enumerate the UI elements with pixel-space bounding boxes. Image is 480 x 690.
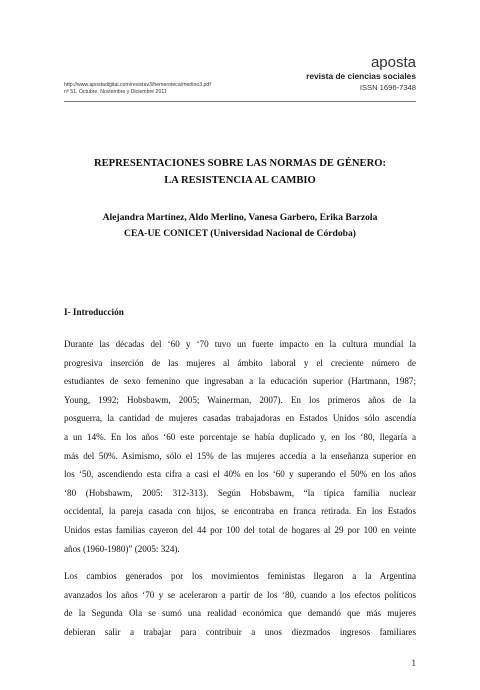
journal-issn: ISSN 1696-7348 xyxy=(359,83,416,92)
paper-title-line-1: REPRESENTACIONES SOBRE LAS NORMAS DE GÉNERO: xyxy=(93,158,387,169)
text-line: occidental, la pareja casada con hijos, se encontraba en franca retirada. En los Estados xyxy=(64,506,416,517)
text-line: estudiantes de sexo femenino que ingresaban a la educación superior (Hartmann, 1987; xyxy=(64,376,416,387)
text-line: años (1960-1980)” (2005: 324). xyxy=(64,543,180,554)
journal-branding xyxy=(306,54,416,93)
header-url[interactable]: http://www.apostadigital.com/revistav3/hemeroteca/merlino3.pdf xyxy=(64,82,211,88)
text-line: ‘80 (Hobsbawm, 2005: 312-313). Según Hobsbawm, “la típica familia nuclear xyxy=(64,487,416,498)
text-line: los ‘50, ascendiendo esta cifra a casi el 40% en los ‘60 y superando el 50% en los años xyxy=(64,469,416,480)
text-line: más del 50%. Asimismo, sólo el 15% de las mujeres accedía a la enseñanza superior en xyxy=(64,450,416,461)
header-divider xyxy=(64,101,416,102)
section-heading: I- Introducción xyxy=(64,307,124,317)
text-line: progresiva inserción de las mujeres al ámbito laboral y el creciente número de xyxy=(64,357,416,368)
page-number: 1 xyxy=(411,658,416,668)
text-line: Durante las décadas del ‘60 y ‘70 tuvo un fuerte impacto en la cultura mundial la xyxy=(64,339,416,349)
text-line: Unidos estas familias cayeron del 44 por 100 del total de hogares al 29 por 100 en veinte xyxy=(64,524,416,535)
body-paragraph-1 xyxy=(64,335,416,558)
header-citation xyxy=(64,82,211,96)
text-line: Young, 1992; Hobsbawm, 2005; Wainerman, 2007). En los primeros años de la xyxy=(64,394,416,405)
text-line: a un 14%. En los años ‘60 este porcentaje se había duplicado y, en los ‘80, llegaría a xyxy=(64,431,416,442)
author-names: Alejandra Martínez, Aldo Merlino, Vanesa Garbero, Erika Barzola xyxy=(102,212,378,223)
journal-subtitle: revista de ciencias sociales xyxy=(306,71,416,81)
header-issue: nº 51, Octubre, Noviembre y Diciembre 2011 xyxy=(64,89,167,95)
text-line: posguerra, la cantidad de mujeres casadas trabajadoras en Estados Unidos sólo ascendía xyxy=(64,413,416,424)
text-line: avanzados los años ‘70 y se aceleraron a partir de los ‘80, cuando a los efectos políticos xyxy=(64,589,416,600)
body-paragraph-2 xyxy=(64,567,416,641)
text-line: Los cambios generados por los movimientos feministas llegaron a la Argentina xyxy=(64,571,416,581)
journal-header xyxy=(64,54,416,106)
paper-title-line-2: LA RESISTENCIA AL CAMBIO xyxy=(164,175,316,186)
author-affiliation: CEA-UE CONICET (Universidad Nacional de Córdoba) xyxy=(124,228,356,239)
paper-authors xyxy=(40,210,440,242)
journal-name: aposta xyxy=(370,54,416,71)
text-line: debieran salir a trabajar para contribuir a unos diezmados ingresos familiares xyxy=(64,626,416,637)
text-line: de la Segunda Ola se sumó una realidad económica que demandó que más mujeres xyxy=(64,608,416,619)
paper-title xyxy=(40,155,440,189)
